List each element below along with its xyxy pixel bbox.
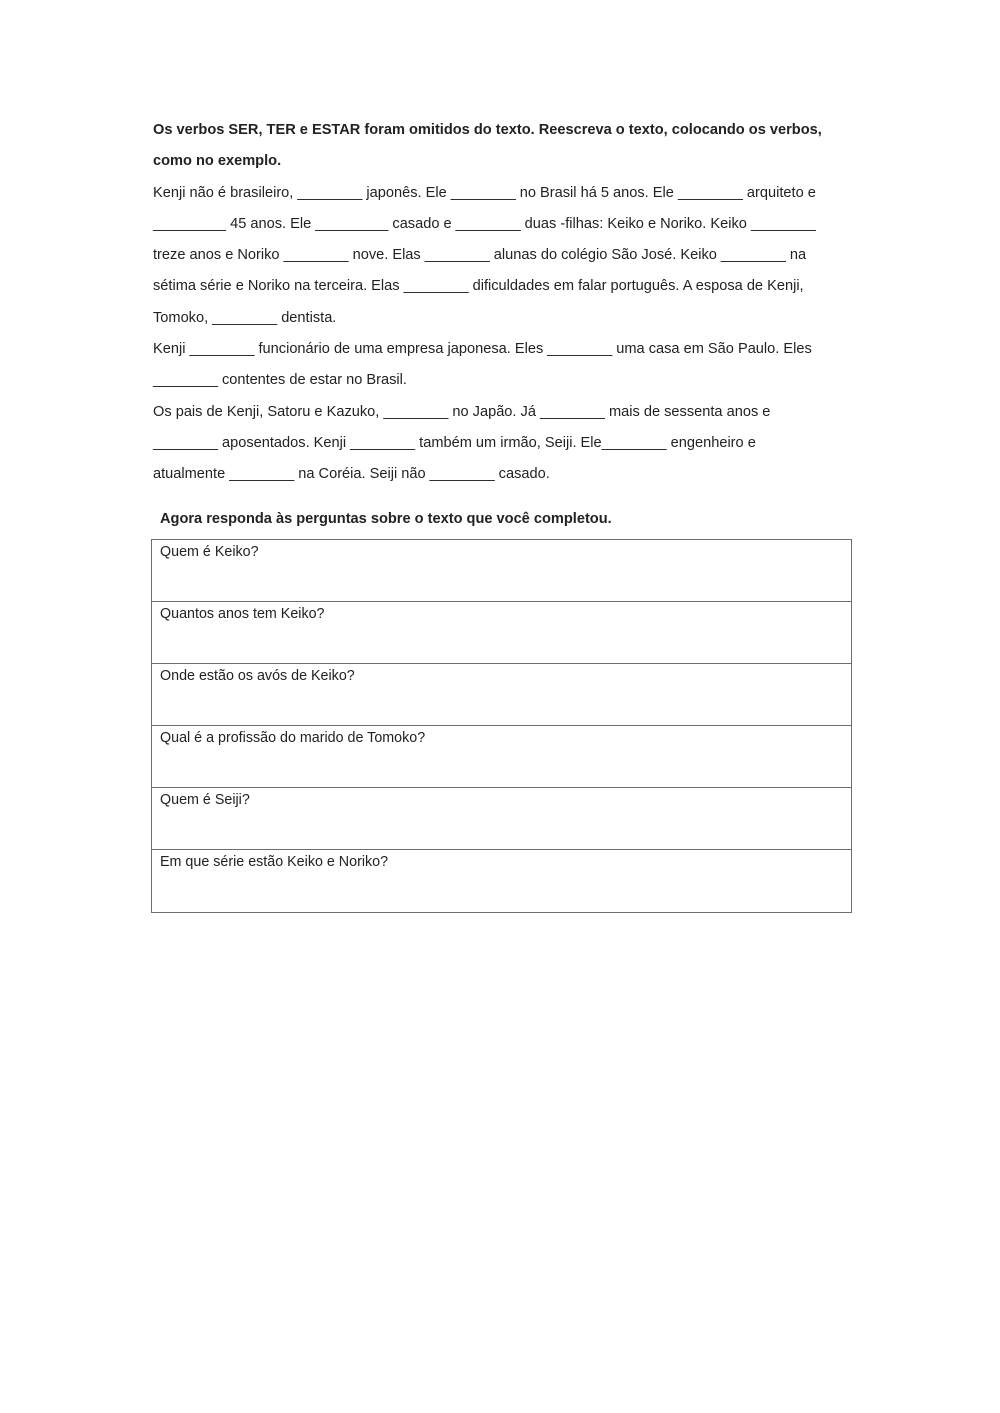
question-row[interactable]: [152, 602, 851, 664]
question-row[interactable]: [152, 850, 851, 912]
question-text: Quantos anos tem Keiko?: [160, 606, 325, 622]
question-row[interactable]: [152, 664, 851, 726]
text-line: Os pais de Kenji, Satoru e Kazuko, ________ no Japão. Já ________ mais de sessenta anos e: [153, 404, 771, 420]
question-text: Em que série estão Keiko e Noriko?: [160, 854, 389, 870]
text-line: Kenji não é brasileiro, ________ japonês. Ele ________ no Brasil há 5 anos. Ele ________ arquiteto e: [153, 185, 816, 201]
questions-table: [151, 539, 852, 913]
text-line: _________ 45 anos. Ele _________ casado e ________ duas -filhas: Keiko e Noriko. Keiko ________: [153, 216, 816, 232]
question-row[interactable]: [152, 788, 851, 850]
text-line: atualmente ________ na Coréia. Seiji não ________ casado.: [153, 466, 550, 482]
questions-heading: Agora responda às perguntas sobre o texto que você completou.: [160, 511, 612, 527]
question-text: Quem é Seiji?: [160, 792, 250, 808]
instructions-line-1: Os verbos SER, TER e ESTAR foram omitidos do texto. Reescreva o texto, colocando os verbos,: [153, 122, 822, 138]
question-text: Qual é a profissão do marido de Tomoko?: [160, 730, 426, 746]
instructions-line-2: como no exemplo.: [153, 153, 282, 169]
question-text: Quem é Keiko?: [160, 544, 259, 560]
text-line: sétima série e Noriko na terceira. Elas ________ dificuldades em falar português. A esposa de Kenji,: [153, 278, 804, 294]
text-line: ________ contentes de estar no Brasil.: [153, 372, 407, 388]
text-line: treze anos e Noriko ________ nove. Elas ________ alunas do colégio São José. Keiko ________ na: [153, 247, 807, 263]
text-line: Tomoko, ________ dentista.: [153, 310, 337, 326]
question-row[interactable]: [152, 540, 851, 602]
question-row[interactable]: [152, 726, 851, 788]
text-line: ________ aposentados. Kenji ________ também um irmão, Seiji. Ele________ engenheiro e: [153, 435, 756, 451]
question-text: Onde estão os avós de Keiko?: [160, 668, 355, 684]
text-line: Kenji ________ funcionário de uma empresa japonesa. Eles ________ uma casa em São Paulo. Eles: [153, 341, 812, 357]
